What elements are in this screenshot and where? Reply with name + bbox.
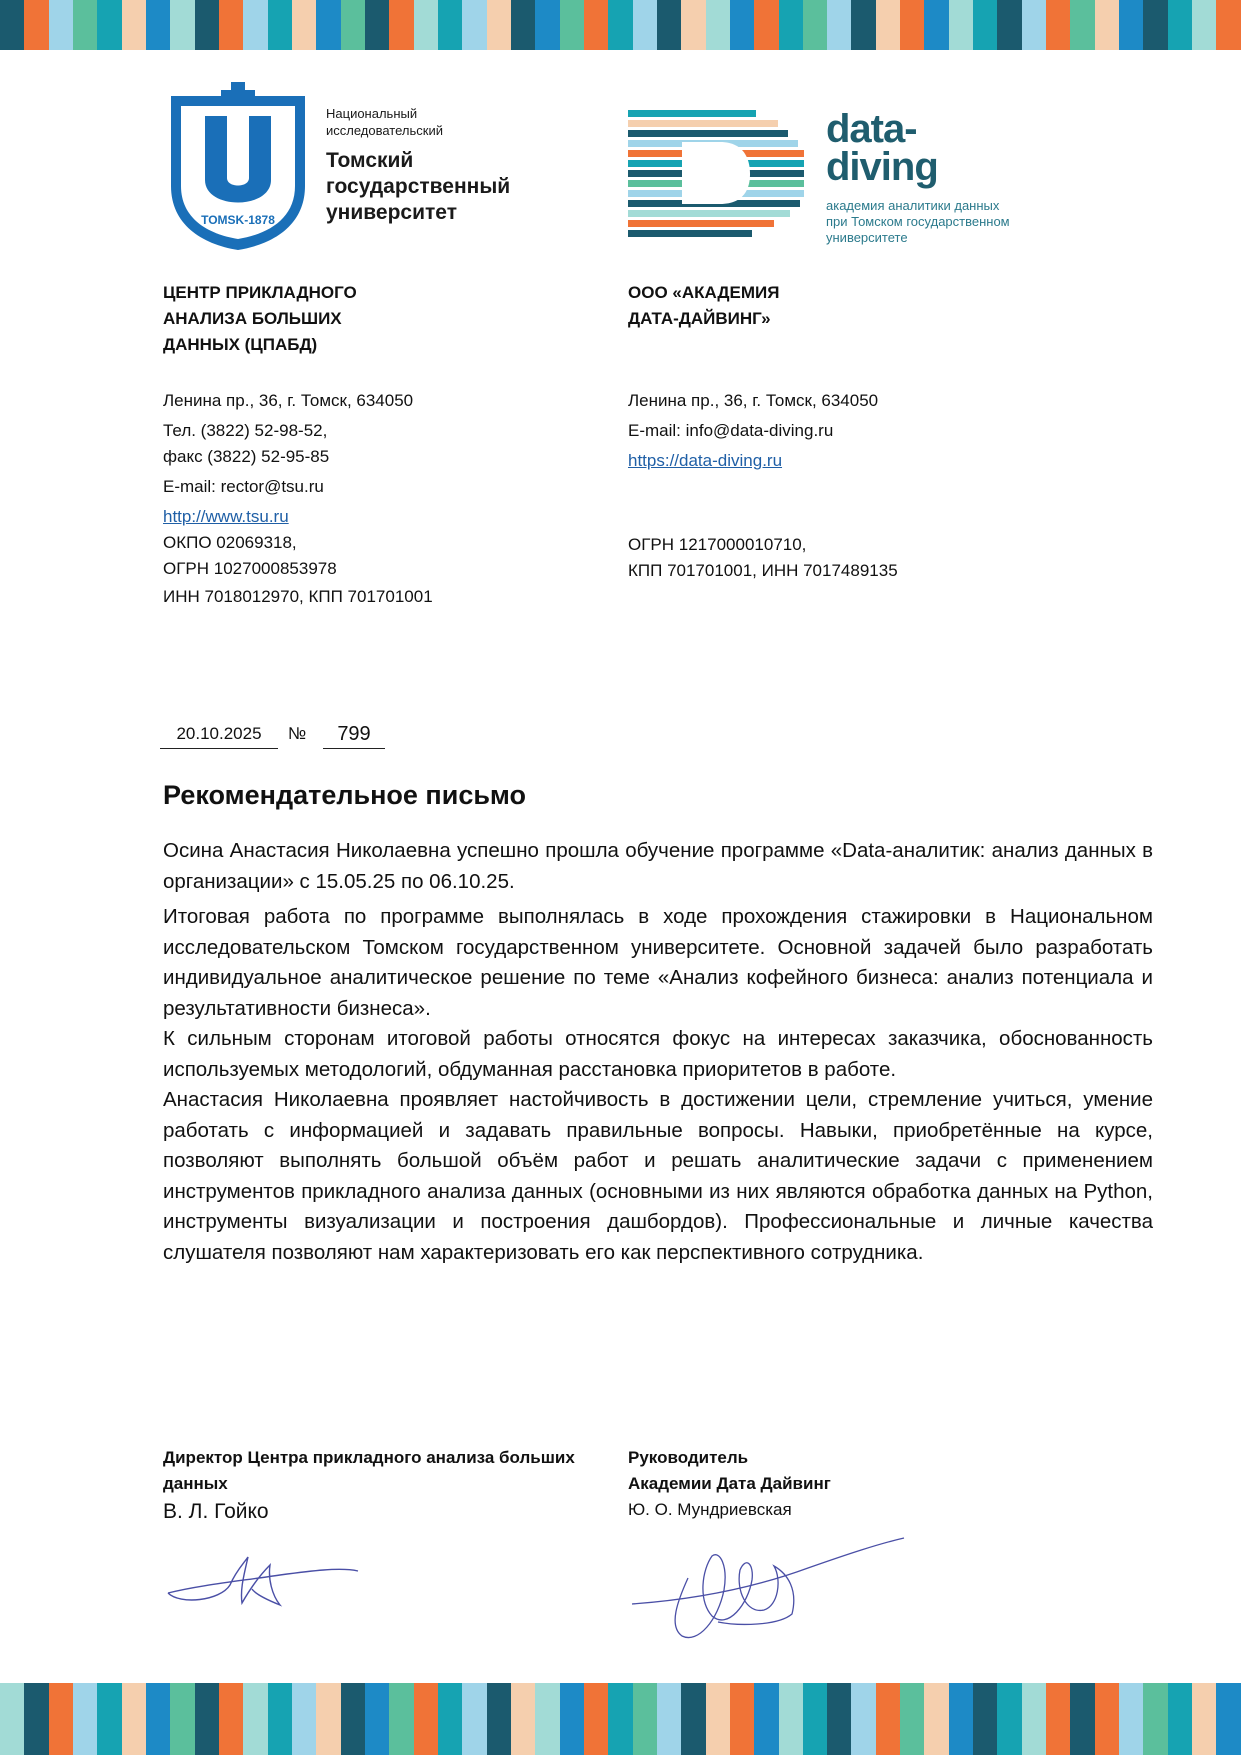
stripe xyxy=(851,1683,875,1755)
stripe xyxy=(73,1683,97,1755)
tsu-org-name: ЦЕНТР ПРИКЛАДНОГО АНАЛИЗА БОЛЬШИХ ДАННЫХ (ЦПАБД) xyxy=(163,283,357,354)
paragraph-3: К сильным сторонам итоговой работы относятся фокус на интересах заказчика, обоснованность используемых методологий, обдуманная расстановка приоритетов в работе. xyxy=(163,1027,1153,1081)
stripe xyxy=(1216,0,1240,50)
stripe xyxy=(1168,0,1192,50)
letter-date: 20.10.2025 xyxy=(160,720,278,749)
stripe xyxy=(122,1683,146,1755)
stripe xyxy=(341,0,365,50)
stripe xyxy=(1046,1683,1070,1755)
stripe xyxy=(195,0,219,50)
tsu-email: E-mail: rector@tsu.ru xyxy=(163,477,324,496)
data-diving-wordmark: data- diving xyxy=(826,107,938,189)
stripe xyxy=(657,1683,681,1755)
stripe xyxy=(1046,0,1070,50)
stripe xyxy=(1095,1683,1119,1755)
stripe xyxy=(924,0,948,50)
tsu-phone: Тел. (3822) 52-98-52, xyxy=(163,421,328,440)
stripe xyxy=(511,1683,535,1755)
stripe xyxy=(1192,0,1216,50)
stripe xyxy=(681,0,705,50)
stripe xyxy=(1119,1683,1143,1755)
stripe xyxy=(365,0,389,50)
letter-number: 799 xyxy=(323,720,385,749)
paragraph-4: Анастасия Николаевна проявляет настойчивость в достижении цели, стремление учиться, умение работать с информацией и задавать правильные вопросы. Навыки, приобретённые на курсе, позволяют выполнять большой объём работ и решать аналитические задачи с применением инструментов прикладного анализа данных (основными из них являются обработка данных на Python, инструменты визуализации и построения дашбордов). Профессиональные и личные качества слушателя позволяют нам характеризовать его как перспективного сотрудника. xyxy=(163,1088,1153,1264)
tsu-ogrn: ОГРН 1027000853978 xyxy=(163,559,337,578)
dd-address: Ленина пр., 36, г. Томск, 634050 xyxy=(628,391,879,410)
stripe xyxy=(803,1683,827,1755)
stripe xyxy=(681,1683,705,1755)
tsu-fax: факс (3822) 52-95-85 xyxy=(163,447,330,466)
stripe xyxy=(1070,0,1094,50)
right-handwritten-signature xyxy=(628,1530,908,1645)
tsu-name: Томский государственный университет xyxy=(326,149,511,224)
stripe xyxy=(170,0,194,50)
stripe xyxy=(754,0,778,50)
stripe xyxy=(1022,1683,1046,1755)
stripe xyxy=(438,0,462,50)
stripe xyxy=(730,0,754,50)
stripe xyxy=(779,0,803,50)
stripe xyxy=(633,0,657,50)
stripe xyxy=(487,0,511,50)
stripe xyxy=(1119,0,1143,50)
stripe xyxy=(1168,1683,1192,1755)
tsu-shield-logo xyxy=(163,82,313,250)
stripe xyxy=(292,0,316,50)
stripe xyxy=(24,0,48,50)
stripe xyxy=(389,0,413,50)
stripe xyxy=(949,1683,973,1755)
stripe xyxy=(268,0,292,50)
stripe xyxy=(973,0,997,50)
stripe xyxy=(170,1683,194,1755)
dd-email: E-mail: info@data-diving.ru xyxy=(628,421,834,440)
stripe xyxy=(49,1683,73,1755)
stripe xyxy=(438,1683,462,1755)
number-label: № xyxy=(288,724,307,743)
stripe xyxy=(316,1683,340,1755)
stripe xyxy=(219,1683,243,1755)
stripe xyxy=(511,0,535,50)
stripe xyxy=(535,0,559,50)
stripe xyxy=(827,1683,851,1755)
stripe xyxy=(146,0,170,50)
bottom-stripe-band xyxy=(0,1683,1241,1755)
stripe xyxy=(900,0,924,50)
stripe xyxy=(560,0,584,50)
stripe xyxy=(97,1683,121,1755)
stripe xyxy=(827,0,851,50)
data-diving-logo xyxy=(628,110,804,242)
stripe xyxy=(365,1683,389,1755)
stripe xyxy=(292,1683,316,1755)
right-signatory-name: Ю. О. Мундриевская xyxy=(628,1500,792,1519)
stripe xyxy=(706,0,730,50)
stripe xyxy=(608,0,632,50)
stripe xyxy=(1022,0,1046,50)
stripe xyxy=(24,1683,48,1755)
stripe xyxy=(219,0,243,50)
stripe xyxy=(949,0,973,50)
stripe xyxy=(924,1683,948,1755)
stripe xyxy=(0,1683,24,1755)
stripe xyxy=(973,1683,997,1755)
stripe xyxy=(1192,1683,1216,1755)
stripe xyxy=(389,1683,413,1755)
stripe xyxy=(97,0,121,50)
left-handwritten-signature xyxy=(160,1545,360,1620)
stripe xyxy=(1216,1683,1240,1755)
stripe xyxy=(803,0,827,50)
stripe xyxy=(997,1683,1021,1755)
stripe xyxy=(146,1683,170,1755)
stripe xyxy=(997,0,1021,50)
stripe xyxy=(876,1683,900,1755)
tsu-site-link[interactable]: http://www.tsu.ru xyxy=(163,507,289,526)
stripe xyxy=(851,0,875,50)
stripe xyxy=(73,0,97,50)
left-signatory-name: В. Л. Гойко xyxy=(163,1500,269,1523)
stripe xyxy=(462,0,486,50)
stripe xyxy=(414,0,438,50)
stripe xyxy=(584,1683,608,1755)
stripe xyxy=(657,0,681,50)
right-signatory-title: Руководитель Академии Дата Дайвинг xyxy=(628,1448,831,1493)
stripe xyxy=(487,1683,511,1755)
tsu-address: Ленина пр., 36, г. Томск, 634050 xyxy=(163,391,414,410)
dd-contacts xyxy=(628,388,898,584)
stripe xyxy=(341,1683,365,1755)
dd-kpp-inn: КПП 701701001, ИНН 7017489135 xyxy=(628,561,898,580)
tsu-okpo: ОКПО 02069318, xyxy=(163,533,297,552)
stripe xyxy=(1070,1683,1094,1755)
stripe xyxy=(584,0,608,50)
letter-title: Рекомендательное письмо xyxy=(163,780,527,810)
stripe xyxy=(243,0,267,50)
stripe xyxy=(195,1683,219,1755)
stripe xyxy=(730,1683,754,1755)
top-stripe-band xyxy=(0,0,1241,50)
tsu-inn-kpp: ИНН 7018012970, КПП 701701001 xyxy=(163,587,433,606)
stripe xyxy=(608,1683,632,1755)
stripe xyxy=(316,0,340,50)
stripe xyxy=(1143,0,1167,50)
stripe xyxy=(462,1683,486,1755)
stripe xyxy=(754,1683,778,1755)
tsu-logo-caption: TOMSK-1878 xyxy=(201,213,275,227)
paragraph-1: Осина Анастасия Николаевна успешно прошла обучение программе «Data-аналитик: анализ данных в организации» с 15.05.25 по 06.10.25. xyxy=(163,839,1153,893)
stripe xyxy=(268,1683,292,1755)
dd-site-link[interactable]: https://data-diving.ru xyxy=(628,451,783,470)
stripe xyxy=(0,0,24,50)
dd-org-name: ООО «АКАДЕМИЯ ДАТА-ДАЙВИНГ» xyxy=(628,283,780,328)
stripe xyxy=(243,1683,267,1755)
stripe xyxy=(414,1683,438,1755)
stripe xyxy=(779,1683,803,1755)
stripe xyxy=(122,0,146,50)
stripe xyxy=(1095,0,1119,50)
dd-ogrn: ОГРН 1217000010710, xyxy=(628,535,807,554)
stripe xyxy=(876,0,900,50)
data-diving-subtitle: академия аналитики данных при Томском государственном университете xyxy=(826,198,1010,245)
tsu-subtitle: Национальный исследовательский xyxy=(326,106,443,138)
left-signatory-title: Директор Центра прикладного анализа больших данных xyxy=(163,1448,575,1493)
stripe xyxy=(633,1683,657,1755)
stripe xyxy=(1143,1683,1167,1755)
stripe xyxy=(560,1683,584,1755)
tsu-contacts xyxy=(163,388,433,610)
stripe xyxy=(706,1683,730,1755)
stripe xyxy=(535,1683,559,1755)
letter-body xyxy=(163,836,1153,1268)
stripe xyxy=(49,0,73,50)
stripe xyxy=(900,1683,924,1755)
paragraph-2: Итоговая работа по программе выполнялась в ходе прохождения стажировки в Национальном исследовательском Томском государственном университете. Основной задачей было разработать индивидуальное аналитическое решение по теме «Анализ кофейного бизнеса: анализ потенциала и результативности бизнеса». xyxy=(163,905,1153,1020)
